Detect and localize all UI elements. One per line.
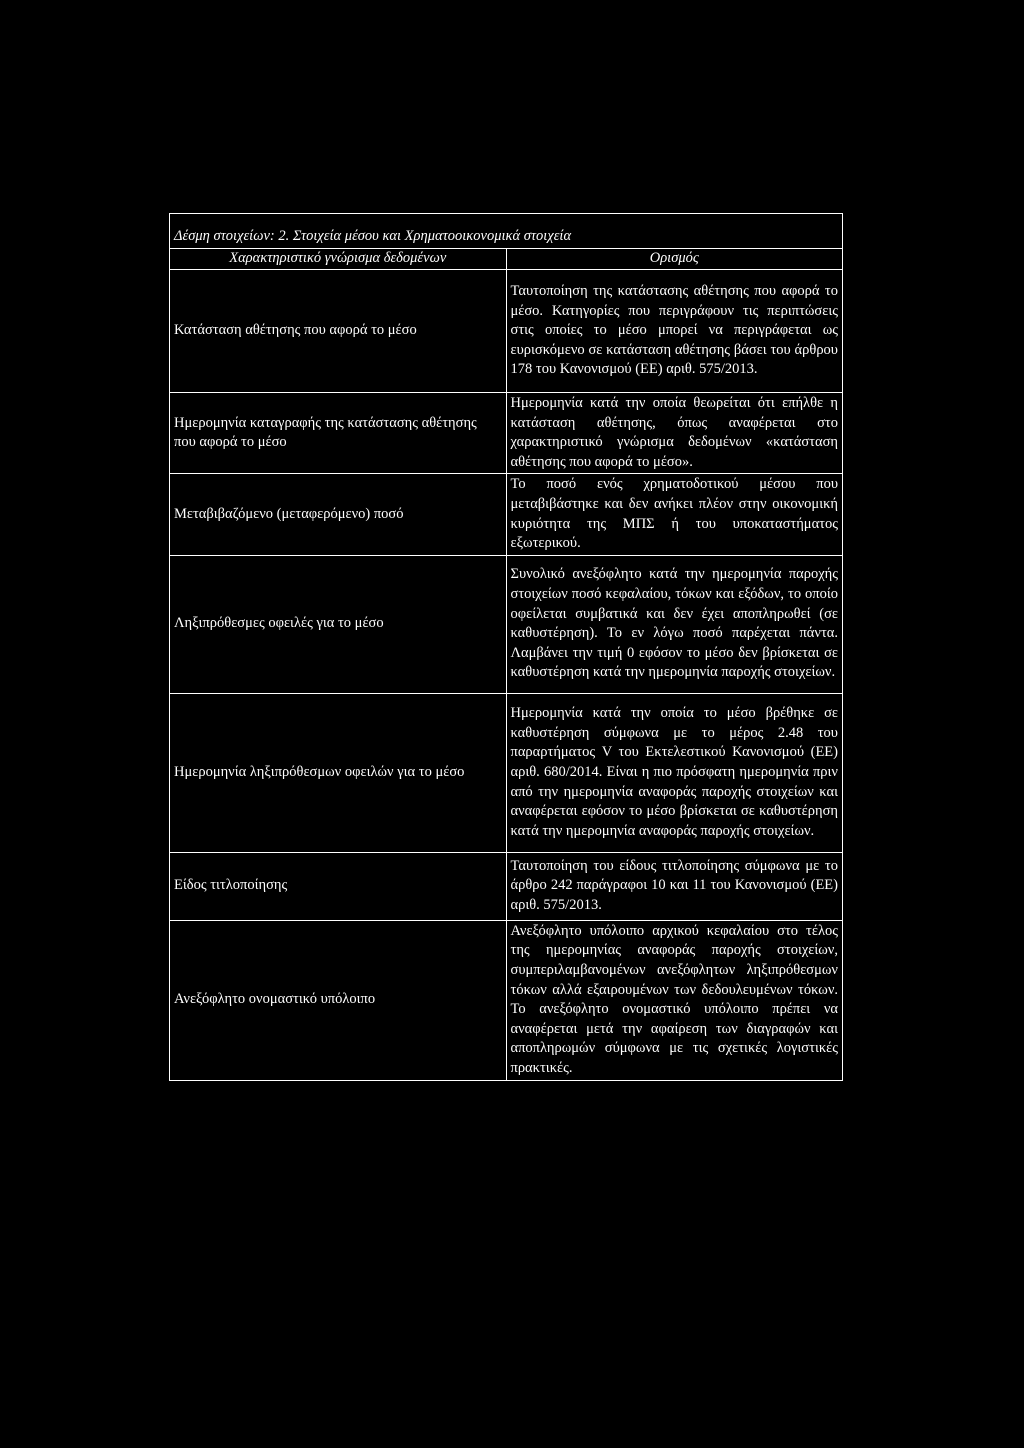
field-definition (506, 852, 843, 920)
field-definition (506, 693, 843, 852)
field-definition (506, 555, 843, 693)
definition-text: Το ποσό ενός χρηματοδοτικού μέσου που μεταβιβάστηκε και δεν ανήκει πλέον στην οικονομική κυριότητα της ΜΠΣ ή του υποκαταστήματος εξωτερικού. (510, 476, 838, 552)
table-row (170, 270, 843, 393)
definition-text: Ημερομηνία κατά την οποία το μέσο βρέθηκε σε καθυστέρηση σύμφωνα με το μέρος 2.48 του παραρτήματος V του Εκτελεστικού Κανονισμού (ΕΕ) αριθ. 680/2014. Είναι η πιο πρόσφατη ημερομηνία πριν από την ημερομηνία αναφοράς παροχής στοιχείων και αναφέρεται εφόσον το μέσο βρίσκεται σε καθυστέρηση κατά την ημερομηνία αναφοράς παροχής στοιχείων. (510, 705, 838, 839)
table-row (170, 852, 843, 920)
definition-text: Ταυτοποίηση της κατάστασης αθέτησης που αφορά το μέσο. Κατηγορίες που περιγράφουν τις περιπτώσεις στις οποίες το μέσο μπορεί να περιγράφεται ως ευρισκόμενο σε κατάσταση αθέτησης βάσει του άρθρου 178 του Κανονισμού (ΕΕ) αριθ. 575/2013. (510, 283, 838, 378)
field-definition (506, 920, 843, 1080)
definition-text: Συνολικό ανεξόφλητο κατά την ημερομηνία παροχής στοιχείων ποσό κεφαλαίου, τόκων και εξόδων, το οποίο οφείλεται συμβατικά και δεν έχει αποπληρωθεί (σε καθυστέρηση). Το εν λόγω ποσό παρέχεται πάντα. Λαμβάνει την τιμή 0 εφόσον το μέσο δεν βρίσκεται σε καθυστέρηση κατά την ημερομηνία παροχής στοιχείων. (510, 566, 838, 681)
field-name: Ανεξόφλητο ονομαστικό υπόλοιπο (170, 920, 507, 1080)
field-definition (506, 270, 843, 393)
field-definition (506, 474, 843, 555)
field-name: Μεταβιβαζόμενο (μεταφερόμενο) ποσό (170, 474, 507, 555)
field-name: Ληξιπρόθεσμες οφειλές για το μέσο (170, 555, 507, 693)
field-name: Είδος τιτλοποίησης (170, 852, 507, 920)
definition-text: Ανεξόφλητο υπόλοιπο αρχικού κεφαλαίου στο τέλος της ημερομηνίας αναφοράς παροχής στοιχείων, συμπεριλαμβανομένων ανεξόφλητων ληξιπρόθεσμων τόκων αλλά εξαιρουμένων των δεδουλευμένων τόκων. Το ανεξόφλητο ονομαστικό υπόλοιπο πρέπει να αναφέρεται μετά την αφαίρεση των διαγραφών και αποπληρωμών σύμφωνα με τις σχετικές λογιστικές πρακτικές. (510, 922, 838, 1076)
definition-text: Ημερομηνία κατά την οποία θεωρείται ότι επήλθε η κατάσταση αθέτησης, όπως αναφέρεται στο χαρακτηριστικό γνώρισμα δεδομένων «κατάσταση αθέτησης που αφορά το μέσο». (510, 395, 838, 470)
data-set-table (169, 213, 843, 1081)
table-header-row (170, 249, 843, 270)
table-row (170, 920, 843, 1080)
table-row (170, 693, 843, 852)
table-caption: Δέσμη στοιχείων: 2. Στοιχεία μέσου και Χρηματοοικονομικά στοιχεία (170, 214, 843, 249)
table-row (170, 393, 843, 474)
table-row (170, 474, 843, 555)
field-name: Ημερομηνία καταγραφής της κατάστασης αθέτησης που αφορά το μέσο (170, 393, 507, 474)
header-definition: Ορισμός (506, 249, 843, 270)
header-field: Χαρακτηριστικό γνώρισμα δεδομένων (170, 249, 507, 270)
field-name: Ημερομηνία ληξιπρόθεσμων οφειλών για το μέσο (170, 693, 507, 852)
field-definition (506, 393, 843, 474)
table-caption-row (170, 214, 843, 249)
definition-text: Ταυτοποίηση του είδους τιτλοποίησης σύμφωνα με το άρθρο 242 παράγραφοι 10 και 11 του Κανονισμού (ΕΕ) αριθ. 575/2013. (510, 857, 838, 914)
table-row (170, 555, 843, 693)
field-name: Κατάσταση αθέτησης που αφορά το μέσο (170, 270, 507, 393)
